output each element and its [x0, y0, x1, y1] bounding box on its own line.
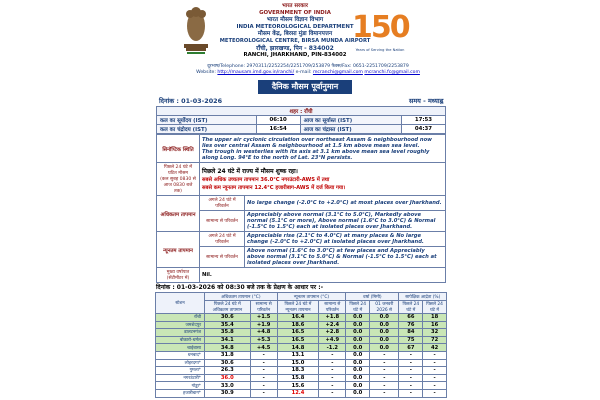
moonset-value: 04:37: [401, 125, 445, 134]
city-label: शहर : राँची: [157, 107, 446, 116]
station-name: गोड्डा*: [156, 382, 205, 390]
moonrise-label: कल का चंद्रोदय (IST): [157, 125, 257, 134]
col-rain-cum: 01 जनवरी 2026 से: [370, 301, 399, 314]
table-cell: -: [399, 382, 423, 390]
table-cell: -: [423, 359, 447, 367]
table-cell: 0.0: [346, 367, 370, 375]
synoptic-label: सिनॉप्टिक स्थिति: [157, 135, 200, 163]
table-cell: 16.5: [277, 329, 319, 337]
table-cell: 66: [399, 314, 423, 322]
table-cell: -: [319, 374, 346, 382]
table-cell: 30.9: [205, 389, 251, 397]
past-summary: पिछले 24 घंटे में राज्य में मौसम शुष्क रहा।: [202, 168, 298, 175]
table-cell: 18.6: [277, 321, 319, 329]
table-cell: +4.9: [319, 336, 346, 344]
table-row: [156, 321, 447, 329]
table-cell: +1.9: [250, 321, 277, 329]
dept-name: INDIA METEOROLOGICAL DEPARTMENT: [236, 24, 354, 30]
observation-table: [155, 292, 447, 398]
header-block: [215, 3, 375, 59]
compare-min-text: Above normal (1.6°C to 3.0°C) at few places and Appreciably above normal (3.1°C to 5.0°C) & Normal (-1.5°C to 1.5°C) each at isolated places over Jharkhand.: [245, 247, 446, 268]
group-min-temp: न्यूनतम तापमान (°C): [277, 293, 346, 301]
table-cell: 15.0: [277, 359, 319, 367]
table-cell: 0.0: [346, 382, 370, 390]
max-temp-record: सबसे अधिक उच्चतम तापमान 36.0°C नगरउंटारी-AWS में तथा: [202, 177, 330, 183]
moonset-label: आज का चंद्रास्त (IST): [300, 125, 401, 134]
table-cell: -: [423, 374, 447, 382]
table-cell: 26.3: [205, 367, 251, 375]
table-cell: -: [250, 374, 277, 382]
past-label-text: पिछले 24 घंटे में घटित मौसम: [163, 165, 193, 176]
synoptic-point-1: The upper air cyclonic circulation over northeast Assam & neighbourhood now lies over central Assam & neighbourhood at 1.5 km above mean sea level.: [202, 136, 432, 149]
table-cell: -: [319, 382, 346, 390]
table-row: [156, 359, 447, 367]
table-cell: 0.0: [346, 329, 370, 337]
table-row: [156, 374, 447, 382]
group-humidity: सापेक्षिक आर्द्रता (%): [399, 293, 447, 301]
rainfall-value: Nil.: [200, 268, 446, 283]
email-link-2[interactable]: mcranchi.fc@gmail.com: [364, 70, 420, 75]
table-row: [156, 389, 447, 397]
table-row: [156, 336, 447, 344]
hindi-centre: मौसम केंद्र, बिरसा मुंडा विमानपत्तन: [257, 31, 333, 37]
table-row: [156, 329, 447, 337]
min-temp-record: सबसे कम न्यूनतम तापमान 12.4°C हजारीबाग-AWS में दर्ज किया गया।: [202, 185, 346, 191]
station-name: बोकारो-थर्मल: [156, 336, 205, 344]
table-cell: 30.6: [205, 359, 251, 367]
hindi-gov: भारत सरकार: [282, 3, 308, 9]
table-cell: 0.0: [370, 321, 399, 329]
website-link[interactable]: http://mausam.imd.gov.in/ranchi/: [217, 70, 295, 75]
table-cell: +4.8: [250, 329, 277, 337]
table-cell: 0.0: [346, 344, 370, 352]
past-weather-text: [200, 163, 446, 196]
phone-line: दूरभाष/Telephone: 2970311/2252254/2251709/253879 फैक्स/Fax: 0651-2251709/2253879: [207, 64, 409, 69]
forecast-table: [156, 134, 446, 283]
table-cell: 36.0: [205, 374, 251, 382]
table-cell: +2.4: [319, 321, 346, 329]
table-cell: -: [319, 351, 346, 359]
compare-max-text: Appreciably above normal (3.1°C to 5.0°C), Markedly above normal (5.1°C or more), Above normal (1.6°C to 3.0°C) & Normal (-1.5°C to 1.5°C) each at isolated places over Jharkhand.: [245, 211, 446, 232]
table-cell: 35.4: [205, 321, 251, 329]
observation-heading: दिनांक : 01-03-2026 को 08:30 बजे तक के प्रेक्षण के आधार पर :-: [156, 284, 324, 291]
next24-max-text: No large change (-2.0°C to +2.0°C) at most places over Jharkhand.: [245, 196, 446, 211]
table-cell: +1.5: [250, 314, 277, 322]
logo-number: 150: [352, 10, 409, 45]
col-rh2: पिछले 24 घंटे में: [423, 301, 447, 314]
table-cell: 0.0: [346, 389, 370, 397]
gov-name: GOVERNMENT OF INDIA: [259, 10, 331, 16]
table-cell: 0.0: [346, 351, 370, 359]
next24-label-max: अगले 24 घंटे में परिवर्तन: [200, 196, 245, 211]
table-cell: -: [250, 351, 277, 359]
table-cell: -: [423, 389, 447, 397]
table-cell: 15.8: [277, 374, 319, 382]
table-cell: 84: [399, 329, 423, 337]
table-cell: 15.6: [277, 382, 319, 390]
table-cell: -: [399, 351, 423, 359]
hindi-dept: भारत मौसम विज्ञान विभाग: [266, 17, 324, 23]
table-cell: -1.2: [319, 344, 346, 352]
table-cell: -: [319, 367, 346, 375]
station-name: लोहरदगा*: [156, 359, 205, 367]
past-time-text: (कल सुबह 0830 से आज 0830 बजे तक): [160, 177, 196, 194]
table-cell: -: [370, 382, 399, 390]
table-cell: -: [423, 351, 447, 359]
table-cell: 16.4: [277, 314, 319, 322]
time-label: समय - मध्याह्न: [409, 97, 444, 105]
table-cell: -: [319, 389, 346, 397]
min-temp-label: न्यूनतम तापमान: [157, 232, 200, 268]
station-name: डालटनगंज: [156, 329, 205, 337]
table-cell: 67: [399, 344, 423, 352]
next24-label-min: अगले 24 घंटे में परिवर्तन: [200, 232, 245, 247]
table-cell: 0.0: [370, 344, 399, 352]
rainfall-label: मुख्य वर्षापात (सेंटीमीटर में): [157, 268, 200, 283]
synoptic-text: [200, 135, 446, 163]
sunset-label: आज का सूर्यास्त (IST): [300, 116, 401, 125]
email-label: e-mail:: [295, 70, 312, 75]
max-temp-label: अधिकतम तापमान: [157, 196, 200, 232]
col-max: पिछले 24 घंटे में अधिकतम तापमान: [205, 301, 251, 314]
station-name: हजारीबाग*: [156, 389, 205, 397]
table-cell: 75: [399, 336, 423, 344]
hindi-city: राँची, झारखण्ड, पिन - 834002: [256, 45, 334, 52]
table-cell: -: [370, 351, 399, 359]
group-max-temp: अधिकतम तापमान (°C): [205, 293, 278, 301]
table-cell: 31.8: [205, 351, 251, 359]
table-cell: 0.0: [346, 374, 370, 382]
table-cell: -: [399, 389, 423, 397]
table-cell: 0.0: [370, 314, 399, 322]
table-cell: +1.8: [319, 314, 346, 322]
table-cell: 13.1: [277, 351, 319, 359]
sunset-value: 17:53: [401, 116, 445, 125]
table-cell: -: [370, 359, 399, 367]
compare-label-max: सामान्य से परिवर्तन: [200, 211, 245, 232]
table-row: [156, 382, 447, 390]
table-cell: 0.0: [346, 359, 370, 367]
table-cell: 34.1: [205, 336, 251, 344]
table-cell: -: [370, 374, 399, 382]
col-station: स्टेशन: [156, 293, 205, 314]
col-min-dev: सामान्य से परिवर्तन: [319, 301, 346, 314]
table-cell: -: [370, 389, 399, 397]
synoptic-point-2: The trough in westerlies with its axis at 3.1 km above mean sea level roughly along Long. 94°E to the north of Lat. 23°N persists.: [202, 148, 430, 161]
table-row: [156, 314, 447, 322]
date-label: दिनांक : 01-03-2026: [159, 97, 223, 105]
logo-tagline: Years of Serving the Nation: [355, 48, 405, 52]
website-label: Website:: [196, 70, 216, 75]
station-name: नगरउंटारी*: [156, 374, 205, 382]
station-name: धनबाद*: [156, 351, 205, 359]
table-cell: +4.5: [250, 344, 277, 352]
moonrise-value: 16:54: [256, 125, 300, 134]
imd-150-logo: [352, 8, 408, 66]
col-max-dev: सामान्य से परिवर्तन: [250, 301, 277, 314]
station-name: जमशेदपुर: [156, 321, 205, 329]
sun-moon-table: [156, 106, 446, 134]
col-rain24: पिछले 24 घंटे में: [346, 301, 370, 314]
city-name: RANCHI, JHARKHAND, PIN-834002: [243, 52, 347, 58]
station-name: गुमला*: [156, 367, 205, 375]
table-cell: +5.3: [250, 336, 277, 344]
table-cell: 12.4: [277, 389, 319, 397]
table-cell: 0.0: [346, 314, 370, 322]
table-cell: -: [423, 382, 447, 390]
past-weather-label: [157, 163, 200, 196]
table-cell: -: [399, 374, 423, 382]
page-title: दैनिक मौसम पूर्वानुमान: [258, 80, 352, 94]
station-name: चाईबासा: [156, 344, 205, 352]
table-cell: +2.8: [319, 329, 346, 337]
national-emblem-icon: [181, 4, 211, 60]
table-cell: 32: [423, 329, 447, 337]
table-cell: 14.8: [277, 344, 319, 352]
table-row: [156, 367, 447, 375]
table-cell: -: [250, 389, 277, 397]
table-cell: 33.0: [205, 382, 251, 390]
table-cell: -: [370, 367, 399, 375]
table-cell: 72: [423, 336, 447, 344]
table-cell: 0.0: [346, 321, 370, 329]
compare-label-min: सामान्य से परिवर्तन: [200, 247, 245, 268]
table-cell: 0.0: [370, 336, 399, 344]
sunrise-label: कल का सूर्योदय (IST): [157, 116, 257, 125]
table-cell: 0.0: [370, 329, 399, 337]
table-cell: -: [250, 359, 277, 367]
group-rainfall: वर्षा (मिमी): [346, 293, 399, 301]
table-cell: 35.8: [205, 329, 251, 337]
email-link-1[interactable]: mcranchi@gmail.com: [312, 70, 363, 75]
col-min: पिछले 24 घंटे में न्यूनतम तापमान: [277, 301, 319, 314]
table-cell: 30.6: [205, 314, 251, 322]
table-cell: -: [250, 382, 277, 390]
sunrise-value: 06:10: [256, 116, 300, 125]
table-cell: 16: [423, 321, 447, 329]
table-cell: 18: [423, 314, 447, 322]
table-cell: 0.0: [346, 336, 370, 344]
table-cell: 42: [423, 344, 447, 352]
table-row: [156, 344, 447, 352]
col-rh1: पिछले 24 घंटे में: [399, 301, 423, 314]
next24-min-text: Appreciable rise (2.1°C to 4.0°C) at many places & No large change (-2.0°C to +2.0°C) at isolated places over Jharkhand.: [245, 232, 446, 247]
table-cell: -: [399, 367, 423, 375]
table-cell: -: [423, 367, 447, 375]
table-cell: -: [319, 359, 346, 367]
table-cell: 76: [399, 321, 423, 329]
table-row: [156, 351, 447, 359]
table-cell: 16.5: [277, 336, 319, 344]
table-cell: 18.3: [277, 367, 319, 375]
table-cell: 34.8: [205, 344, 251, 352]
station-name: राँची: [156, 314, 205, 322]
centre-name: METEOROLOGICAL CENTRE, BIRSA MUNDA AIRPORT: [219, 38, 371, 44]
table-cell: -: [250, 367, 277, 375]
table-cell: -: [399, 359, 423, 367]
